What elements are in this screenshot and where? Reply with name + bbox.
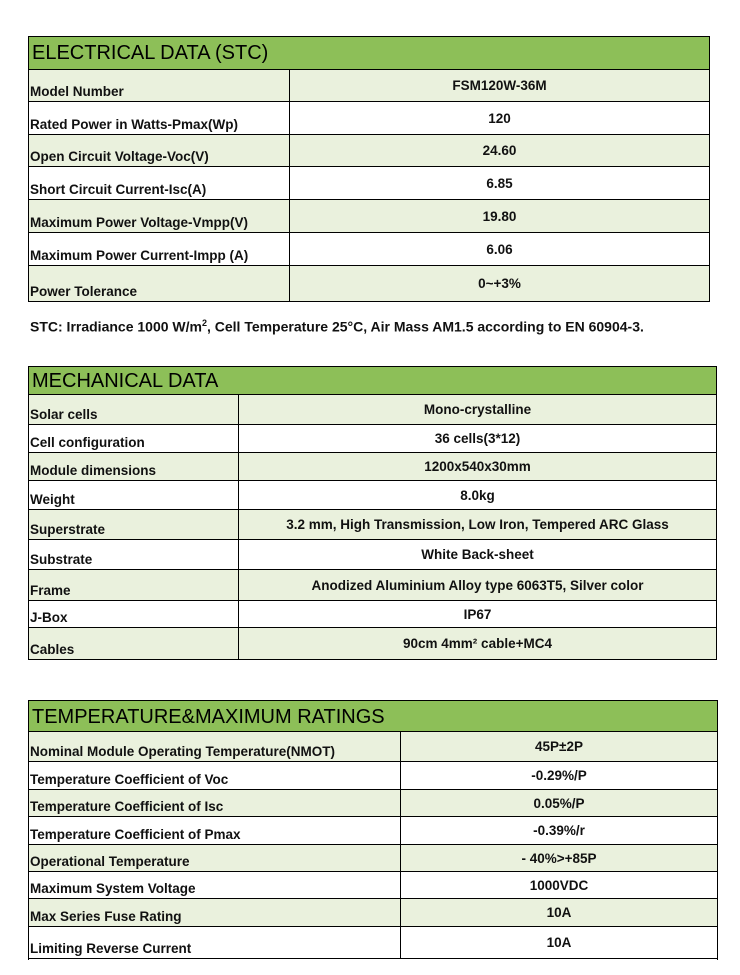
table-row: [29, 732, 717, 762]
table-row: [29, 481, 716, 510]
row-label: Model Number: [29, 70, 290, 101]
table-row: [29, 790, 717, 817]
row-value: 90cm 4mm² cable+MC4: [403, 636, 552, 651]
row-label: Frame: [29, 570, 239, 600]
table-row: [29, 395, 716, 425]
table-row: [29, 899, 717, 927]
row-value: 6.85: [486, 175, 513, 191]
electrical-data-title: ELECTRICAL DATA (STC): [29, 37, 709, 70]
electrical-data-table: [28, 36, 710, 302]
row-label: Maximum Power Voltage-Vmpp(V): [29, 200, 290, 232]
row-label: Module dimensions: [29, 453, 239, 480]
table-row: [29, 266, 709, 301]
table-row: [29, 570, 716, 601]
row-value: 19.80: [482, 208, 517, 224]
table-row: [29, 628, 716, 659]
stc-note-superscript: 2: [201, 318, 207, 328]
row-value: IP67: [463, 606, 492, 622]
row-label: Cables: [29, 628, 239, 659]
row-label: Solar cells: [29, 395, 239, 424]
row-value: 10A: [546, 905, 572, 920]
table-row: [29, 200, 709, 233]
table-row: [29, 510, 716, 540]
row-value: 3.2 mm, High Transmission, Low Iron, Tempered ARC Glass: [286, 517, 669, 532]
table-row: [29, 927, 717, 959]
row-value: FSM120W-36M: [452, 78, 547, 93]
stc-note: [30, 318, 644, 335]
table-row: [29, 540, 716, 570]
row-value: 1000VDC: [529, 877, 589, 893]
row-value: 45P±2P: [535, 739, 583, 754]
row-label: Power Tolerance: [29, 266, 290, 301]
row-value: 8.0kg: [460, 487, 495, 503]
table-row: [29, 601, 716, 628]
table-row: [29, 425, 716, 453]
row-value: Anodized Aluminium Alloy type 6063T5, Silver color: [311, 577, 644, 593]
row-label: Nominal Module Operating Temperature(NMOT): [29, 732, 401, 761]
row-label: Weight: [29, 481, 239, 509]
row-value: Mono-crystalline: [423, 402, 532, 417]
stc-note-prefix: STC: Irradiance 1000 W/m: [30, 318, 202, 335]
row-label: Cell configuration: [29, 425, 239, 452]
table-row: [29, 135, 709, 167]
row-value: 10A: [546, 935, 572, 950]
row-value: 1200x540x30mm: [424, 459, 531, 474]
row-value: 0.05%/P: [533, 795, 585, 811]
row-label: Temperature Coefficient of Pmax: [29, 817, 401, 844]
row-value: 36 cells(3*12): [434, 431, 521, 446]
table-row: [29, 762, 717, 790]
stc-note-suffix: , Cell Temperature 25°C, Air Mass AM1.5 according to EN 60904-3.: [206, 318, 644, 335]
row-label: Limiting Reverse Current: [29, 927, 401, 958]
table-row: [29, 102, 709, 135]
table-row: [29, 70, 709, 102]
table-row: [29, 167, 709, 200]
temperature-ratings-title: TEMPERATURE&MAXIMUM RATINGS: [29, 701, 717, 732]
row-label: Superstrate: [29, 510, 239, 539]
row-label: Operational Temperature: [29, 845, 401, 871]
mechanical-data-table: [28, 366, 717, 660]
row-label: Maximum Power Current-Impp (A): [29, 233, 290, 265]
table-row: [29, 872, 717, 899]
row-label: Open Circuit Voltage-Voc(V): [29, 135, 290, 166]
table-row: [29, 453, 716, 481]
table-row: [29, 817, 717, 845]
mechanical-data-title: MECHANICAL DATA: [29, 367, 716, 395]
row-value: 24.60: [482, 143, 517, 158]
row-label: J-Box: [29, 601, 239, 627]
row-value: 6.06: [486, 241, 513, 257]
row-value: White Back-sheet: [421, 547, 534, 562]
row-value: 0~+3%: [478, 276, 521, 291]
row-value: - 40%>+85P: [521, 850, 597, 866]
row-label: Temperature Coefficient of Isc: [29, 790, 401, 816]
row-label: Rated Power in Watts-Pmax(Wp): [29, 102, 290, 134]
row-label: Substrate: [29, 540, 239, 569]
row-value: 120: [488, 110, 511, 126]
row-label: Maximum System Voltage: [29, 872, 401, 898]
row-label: Max Series Fuse Rating: [29, 899, 401, 926]
row-label: Temperature Coefficient of Voc: [29, 762, 401, 789]
temperature-ratings-table: [28, 700, 718, 960]
row-value: -0.29%/P: [531, 768, 587, 783]
row-label: Short Circuit Current-Isc(A): [29, 167, 290, 199]
table-row: [29, 233, 709, 266]
row-value: -0.39%/r: [533, 823, 585, 838]
table-row: [29, 845, 717, 872]
